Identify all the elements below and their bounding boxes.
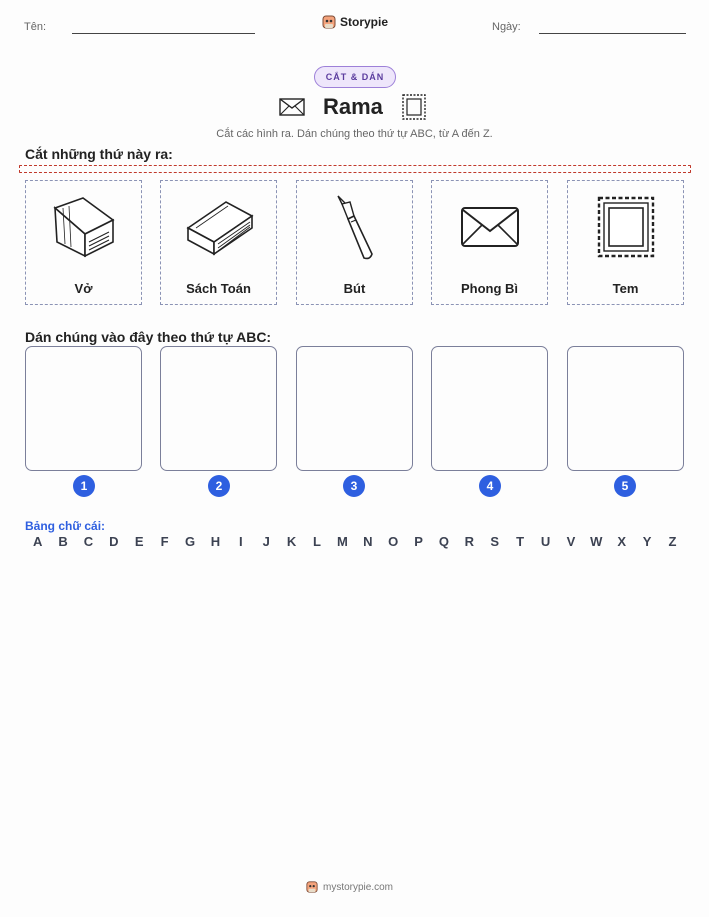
slot-number: 4 xyxy=(479,475,501,497)
stamp-icon xyxy=(595,194,657,260)
alphabet-letter: G xyxy=(184,534,196,549)
alphabet-letter: L xyxy=(313,534,321,549)
cut-heading: Cắt những thứ này ra: xyxy=(25,146,173,162)
slot-number: 5 xyxy=(614,475,636,497)
storypie-mascot-icon xyxy=(306,880,318,894)
slot-number: 1 xyxy=(73,475,95,497)
paste-heading: Dán chúng vào đây theo thứ tự ABC: xyxy=(25,329,272,345)
date-line[interactable] xyxy=(539,33,686,34)
alphabet-letter: W xyxy=(590,534,603,549)
paste-slot[interactable] xyxy=(567,346,684,471)
cut-card-label: Tem xyxy=(612,281,639,296)
stamp-icon xyxy=(401,93,427,121)
alphabet-letter: Z xyxy=(668,534,677,549)
cut-card-pen[interactable] xyxy=(296,180,413,305)
alphabet-letter: R xyxy=(464,534,475,549)
slot-number: 3 xyxy=(343,475,365,497)
cut-card-label: Sách Toán xyxy=(186,281,251,296)
cut-card-label: Vở xyxy=(74,281,93,296)
title-row xyxy=(279,93,427,121)
alphabet-letter: S xyxy=(490,534,500,549)
alphabet-letter: E xyxy=(134,534,144,549)
date-label: Ngày: xyxy=(492,21,521,33)
brand-name: Storypie xyxy=(340,15,389,29)
alphabet-letter: A xyxy=(33,534,43,549)
name-label: Tên: xyxy=(24,21,47,33)
alphabet-letter: V xyxy=(566,534,576,549)
alphabet-letter: F xyxy=(160,534,169,549)
activity-badge: CẮT & DÁN xyxy=(314,66,396,88)
alphabet-letter: T xyxy=(516,534,525,549)
footer-url[interactable]: mystorypie.com xyxy=(323,881,394,893)
alphabet-letter: C xyxy=(83,534,94,549)
cut-card-label: Bút xyxy=(343,281,366,296)
brand-logo xyxy=(322,14,388,30)
alphabet-letter: K xyxy=(286,534,297,549)
alphabet-letter: I xyxy=(239,534,243,549)
alphabet-letter: X xyxy=(617,534,627,549)
cut-card-label: Phong Bì xyxy=(460,281,519,296)
footer xyxy=(306,880,393,894)
alphabet-letter: P xyxy=(414,534,423,549)
fountain-pen-icon xyxy=(330,192,380,262)
alphabet-letter: Q xyxy=(438,534,449,549)
envelope-icon xyxy=(460,204,520,250)
cut-guide-line xyxy=(19,165,691,173)
book-icon xyxy=(182,194,256,260)
alphabet-letter: D xyxy=(109,534,119,549)
cut-card-math-book[interactable] xyxy=(160,180,277,305)
envelope-icon xyxy=(279,98,305,116)
alphabet-letter: H xyxy=(210,534,221,549)
alphabet-letter: U xyxy=(540,534,551,549)
paste-slot[interactable] xyxy=(431,346,548,471)
alphabet-row xyxy=(25,534,685,549)
paste-slot[interactable] xyxy=(160,346,277,471)
cut-card-notebook[interactable] xyxy=(25,180,142,305)
cut-card-stamp[interactable] xyxy=(567,180,684,305)
paste-slot[interactable] xyxy=(296,346,413,471)
name-line[interactable] xyxy=(72,33,255,34)
storypie-mascot-icon xyxy=(322,14,336,30)
paste-slot[interactable] xyxy=(25,346,142,471)
slot-number: 2 xyxy=(208,475,230,497)
alphabet-letter: B xyxy=(58,534,68,549)
alphabet-letter: N xyxy=(363,534,373,549)
cut-card-envelope[interactable] xyxy=(431,180,548,305)
alphabet-title: Bảng chữ cái: xyxy=(25,519,106,533)
notebook-icon xyxy=(49,194,119,260)
alphabet-letter: J xyxy=(262,534,270,549)
alphabet-letter: M xyxy=(336,534,348,549)
alphabet-letter: O xyxy=(388,534,399,549)
alphabet-letter: Y xyxy=(642,534,652,549)
instructions: Cắt các hình ra. Dán chúng theo thứ tự ABC, từ A đến Z. xyxy=(216,128,493,140)
page-title: Rama xyxy=(323,94,383,119)
